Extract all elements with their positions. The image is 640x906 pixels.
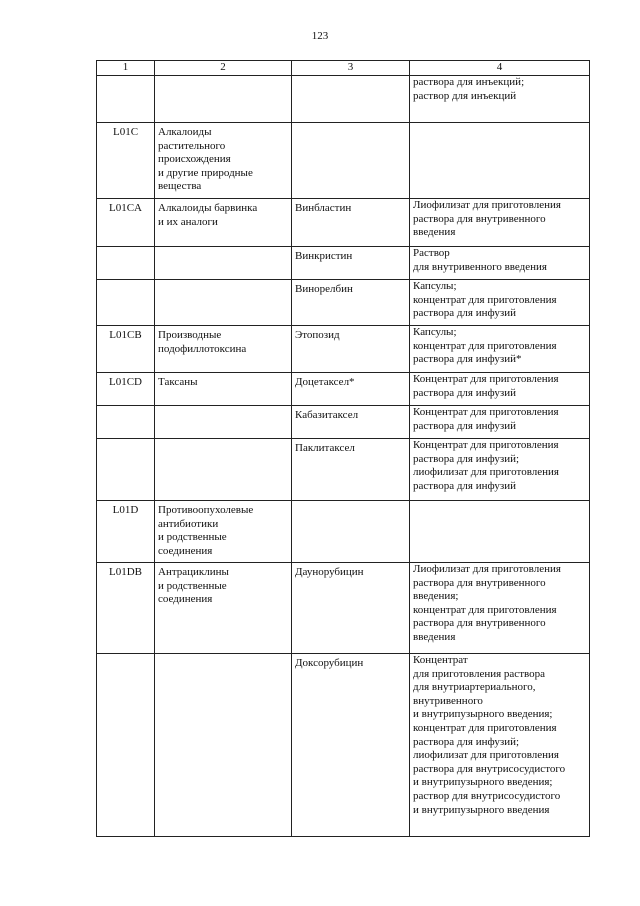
drug-name-cell: Доцетаксел* — [292, 373, 410, 406]
drug-name-cell — [292, 76, 410, 123]
table-row — [97, 406, 590, 439]
dosage-form-cell: Концентрат для приготовления раствора для инфузий — [410, 406, 590, 439]
dosage-form-cell: Концентрат для приготовления раствора для инфузий — [410, 373, 590, 406]
group-name-cell: Производные подофиллотоксина — [155, 326, 292, 373]
group-name-cell — [155, 439, 292, 501]
drug-name-cell: Винкристин — [292, 247, 410, 280]
drug-name-cell: Доксорубицин — [292, 654, 410, 837]
header-row — [97, 61, 590, 76]
atc-code-cell: L01DB — [97, 563, 155, 654]
drug-table — [96, 60, 590, 837]
dosage-form-cell: Раствор для внутривенного введения — [410, 247, 590, 280]
table-row — [97, 280, 590, 326]
dosage-form-cell: Лиофилизат для приготовления раствора для внутривенного введения — [410, 199, 590, 247]
drug-name-cell: Винорелбин — [292, 280, 410, 326]
group-name-cell: Противоопухолевые антибиотики и родственные соединения — [155, 501, 292, 563]
drug-name-cell: Паклитаксел — [292, 439, 410, 501]
dosage-form-cell: Капсулы; концентрат для приготовления раствора для инфузий — [410, 280, 590, 326]
table-row — [97, 439, 590, 501]
group-name-cell: Таксаны — [155, 373, 292, 406]
dosage-form-cell — [410, 123, 590, 199]
table-row — [97, 326, 590, 373]
page-number: 123 — [311, 30, 329, 42]
atc-code-cell — [97, 406, 155, 439]
atc-code-cell: L01C — [97, 123, 155, 199]
group-name-cell: Алкалоиды барвинка и их аналоги — [155, 199, 292, 247]
drug-name-cell — [292, 501, 410, 563]
dosage-form-cell: Капсулы; концентрат для приготовления раствора для инфузий* — [410, 326, 590, 373]
atc-code-cell — [97, 654, 155, 837]
atc-code-cell: L01CB — [97, 326, 155, 373]
atc-code-cell: L01D — [97, 501, 155, 563]
table-row — [97, 563, 590, 654]
atc-code-cell — [97, 439, 155, 501]
table-row — [97, 199, 590, 247]
group-name-cell: Антрациклины и родственные соединения — [155, 563, 292, 654]
group-name-cell — [155, 406, 292, 439]
table-row — [97, 123, 590, 199]
drug-name-cell — [292, 123, 410, 199]
dosage-form-cell: Концентрат для приготовления раствора для инфузий; лиофилизат для приготовления раствора для инфузий — [410, 439, 590, 501]
atc-code-cell: L01CA — [97, 199, 155, 247]
atc-code-cell — [97, 280, 155, 326]
header-col-2: 2 — [155, 61, 292, 76]
table-row — [97, 373, 590, 406]
header-col-4: 4 — [410, 61, 590, 76]
atc-code-cell — [97, 247, 155, 280]
group-name-cell: Алкалоиды растительного происхождения и другие природные вещества — [155, 123, 292, 199]
drug-name-cell: Кабазитаксел — [292, 406, 410, 439]
group-name-cell — [155, 280, 292, 326]
table-row — [97, 501, 590, 563]
drug-name-cell: Винбластин — [292, 199, 410, 247]
group-name-cell — [155, 76, 292, 123]
table-row — [97, 76, 590, 123]
dosage-form-cell — [410, 501, 590, 563]
group-name-cell — [155, 654, 292, 837]
drug-name-cell: Даунорубицин — [292, 563, 410, 654]
drug-name-cell: Этопозид — [292, 326, 410, 373]
dosage-form-cell: Концентрат для приготовления раствора для внутриартериального, внутривенного и внутрипузырного введения; концентрат для приготовления раствора для инфузий; лиофилизат для приготовления раствора для внутрисосудистого и внутрипузырного введения; раствор для внутрисосудистого и внутрипузырного введения — [410, 654, 590, 837]
atc-code-cell — [97, 76, 155, 123]
atc-code-cell: L01CD — [97, 373, 155, 406]
header-col-3: 3 — [292, 61, 410, 76]
dosage-form-cell: раствора для инъекций; раствор для инъекций — [410, 76, 590, 123]
group-name-cell — [155, 247, 292, 280]
table-row — [97, 654, 590, 837]
header-col-1: 1 — [97, 61, 155, 76]
dosage-form-cell: Лиофилизат для приготовления раствора для внутривенного введения; концентрат для приготовления раствора для внутривенного введения — [410, 563, 590, 654]
table-row — [97, 247, 590, 280]
